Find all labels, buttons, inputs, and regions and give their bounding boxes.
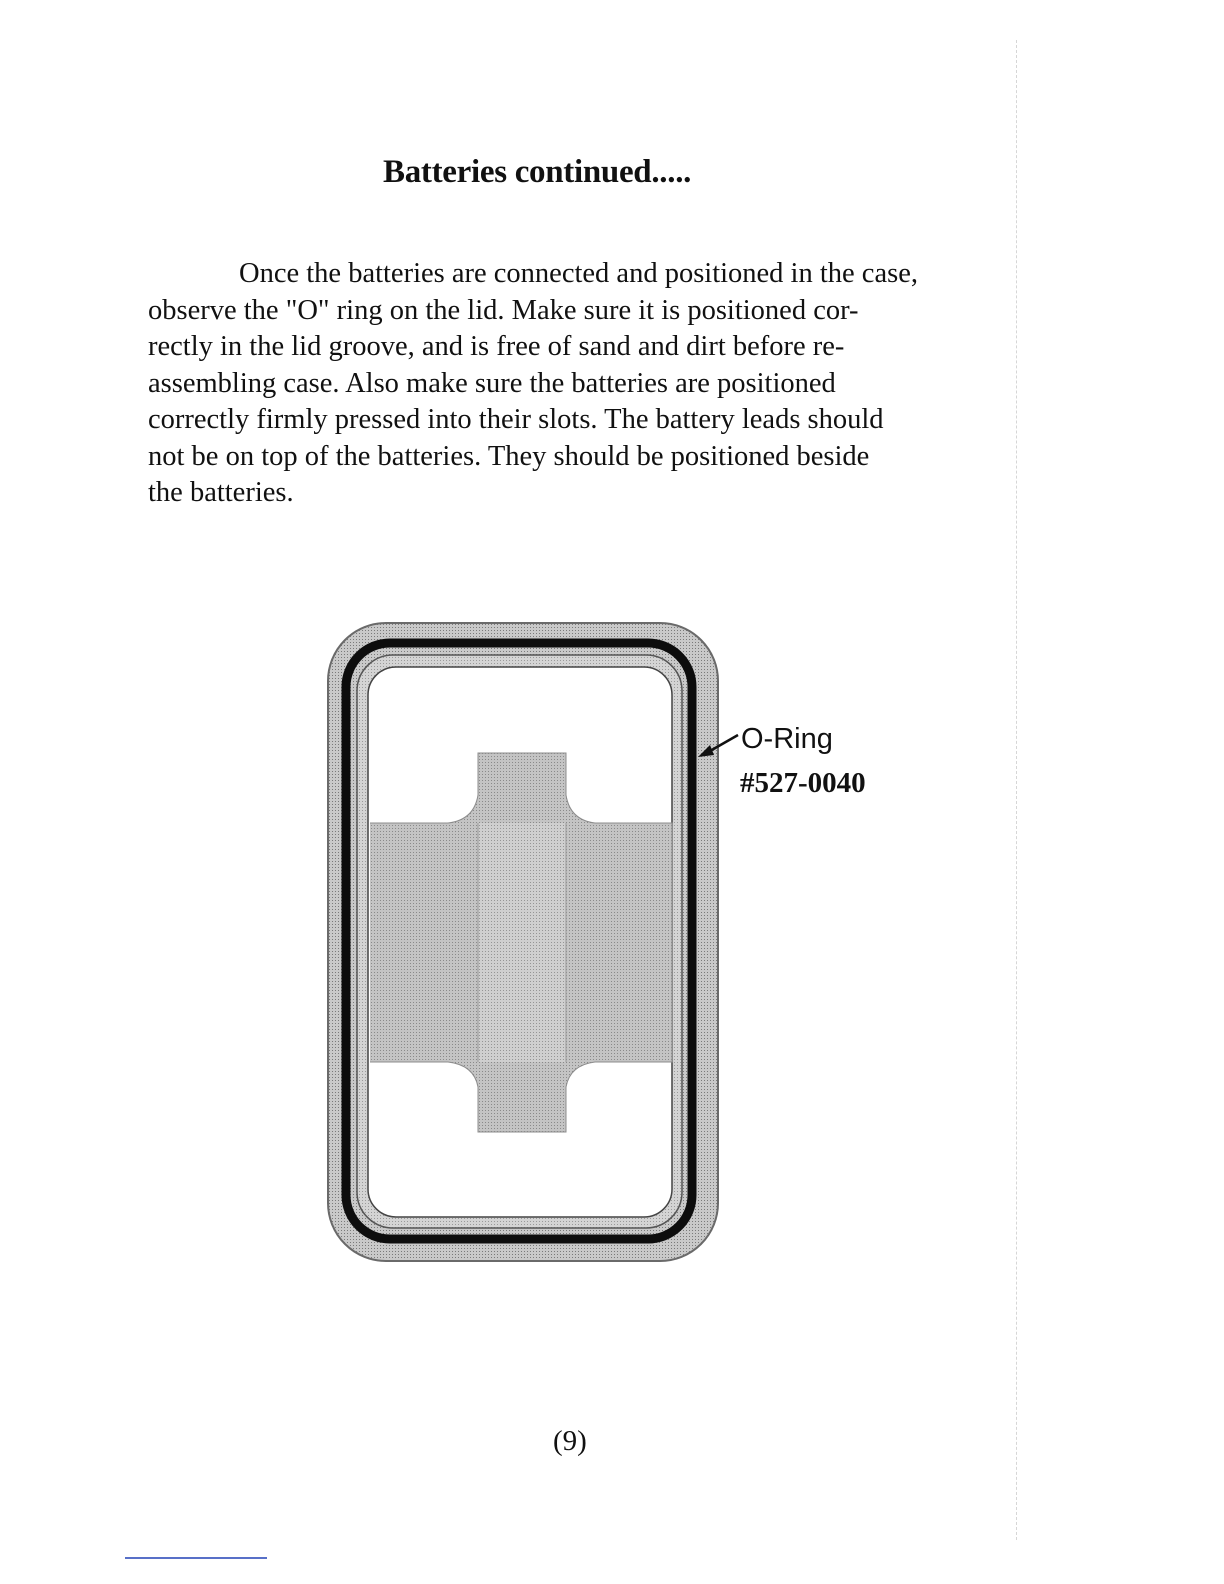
oring-lid-diagram [320,615,740,1275]
lid-diagram-graphic [320,615,740,1275]
footer-rule [125,1557,267,1559]
paragraph-line: Once the batteries are connected and positioned in the case, [239,258,918,289]
paragraph-line: correctly firmly pressed into their slots. The battery leads should [148,404,884,435]
paragraph-line: observe the "O" ring on the lid. Make sure it is positioned cor- [148,294,859,326]
paragraph-line: assembling case. Also make sure the batteries are positioned [148,367,836,399]
instruction-paragraph [148,256,978,512]
page-number: (9) [553,1425,587,1457]
paragraph-line: the batteries. [148,477,294,508]
scan-edge-line [1016,40,1018,1540]
paragraph-line: not be on top of the batteries. They should be positioned beside [148,440,870,472]
oring-callout-label: O-Ring [741,723,833,755]
paragraph-line: rectly in the lid groove, and is free of sand and dirt before re- [148,331,845,362]
page-heading: Batteries continued..... [383,154,692,190]
oring-part-number: #527-0040 [740,767,866,799]
